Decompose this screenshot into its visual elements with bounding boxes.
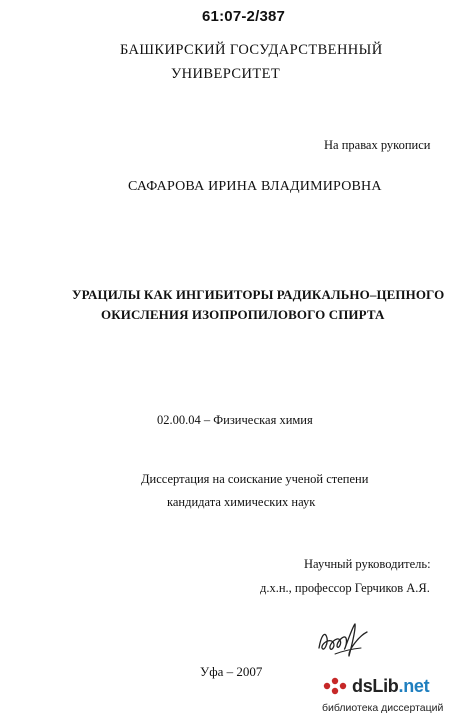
watermark xyxy=(322,676,446,716)
archive-code: 61:07-2/387 xyxy=(202,8,286,25)
watermark-caption: библиотека диссертаций xyxy=(322,702,444,714)
advisor-name: д.х.н., профессор Герчиков А.Я. xyxy=(260,581,430,595)
university-line-1: БАШКИРСКИЙ ГОСУДАРСТВЕННЫЙ xyxy=(120,42,383,58)
dslib-logo-icon xyxy=(322,676,348,696)
thesis-title-line-2: ОКИСЛЕНИЯ ИЗОПРОПИЛОВОГО СПИРТА xyxy=(101,307,385,322)
manuscript-note: На правах рукописи xyxy=(324,138,431,152)
degree-line-1: Диссертация на соискание ученой степени xyxy=(141,472,369,486)
advisor-label: Научный руководитель: xyxy=(304,557,431,571)
watermark-brand-part-2: .net xyxy=(398,676,430,696)
specialty: 02.00.04 – Физическая химия xyxy=(157,413,313,427)
city-year: Уфа – 2007 xyxy=(200,664,263,679)
handwritten-signature xyxy=(315,618,371,660)
watermark-brand-part-1: dsLib xyxy=(352,676,399,696)
thesis-title-line-1: УРАЦИЛЫ КАК ИНГИБИТОРЫ РАДИКАЛЬНО–ЦЕПНОГО xyxy=(72,287,445,302)
watermark-brand xyxy=(352,676,429,697)
author-name: САФАРОВА ИРИНА ВЛАДИМИРОВНА xyxy=(128,179,382,194)
university-line-2: УНИВЕРСИТЕТ xyxy=(171,66,281,82)
degree-line-2: кандидата химических наук xyxy=(167,495,316,509)
